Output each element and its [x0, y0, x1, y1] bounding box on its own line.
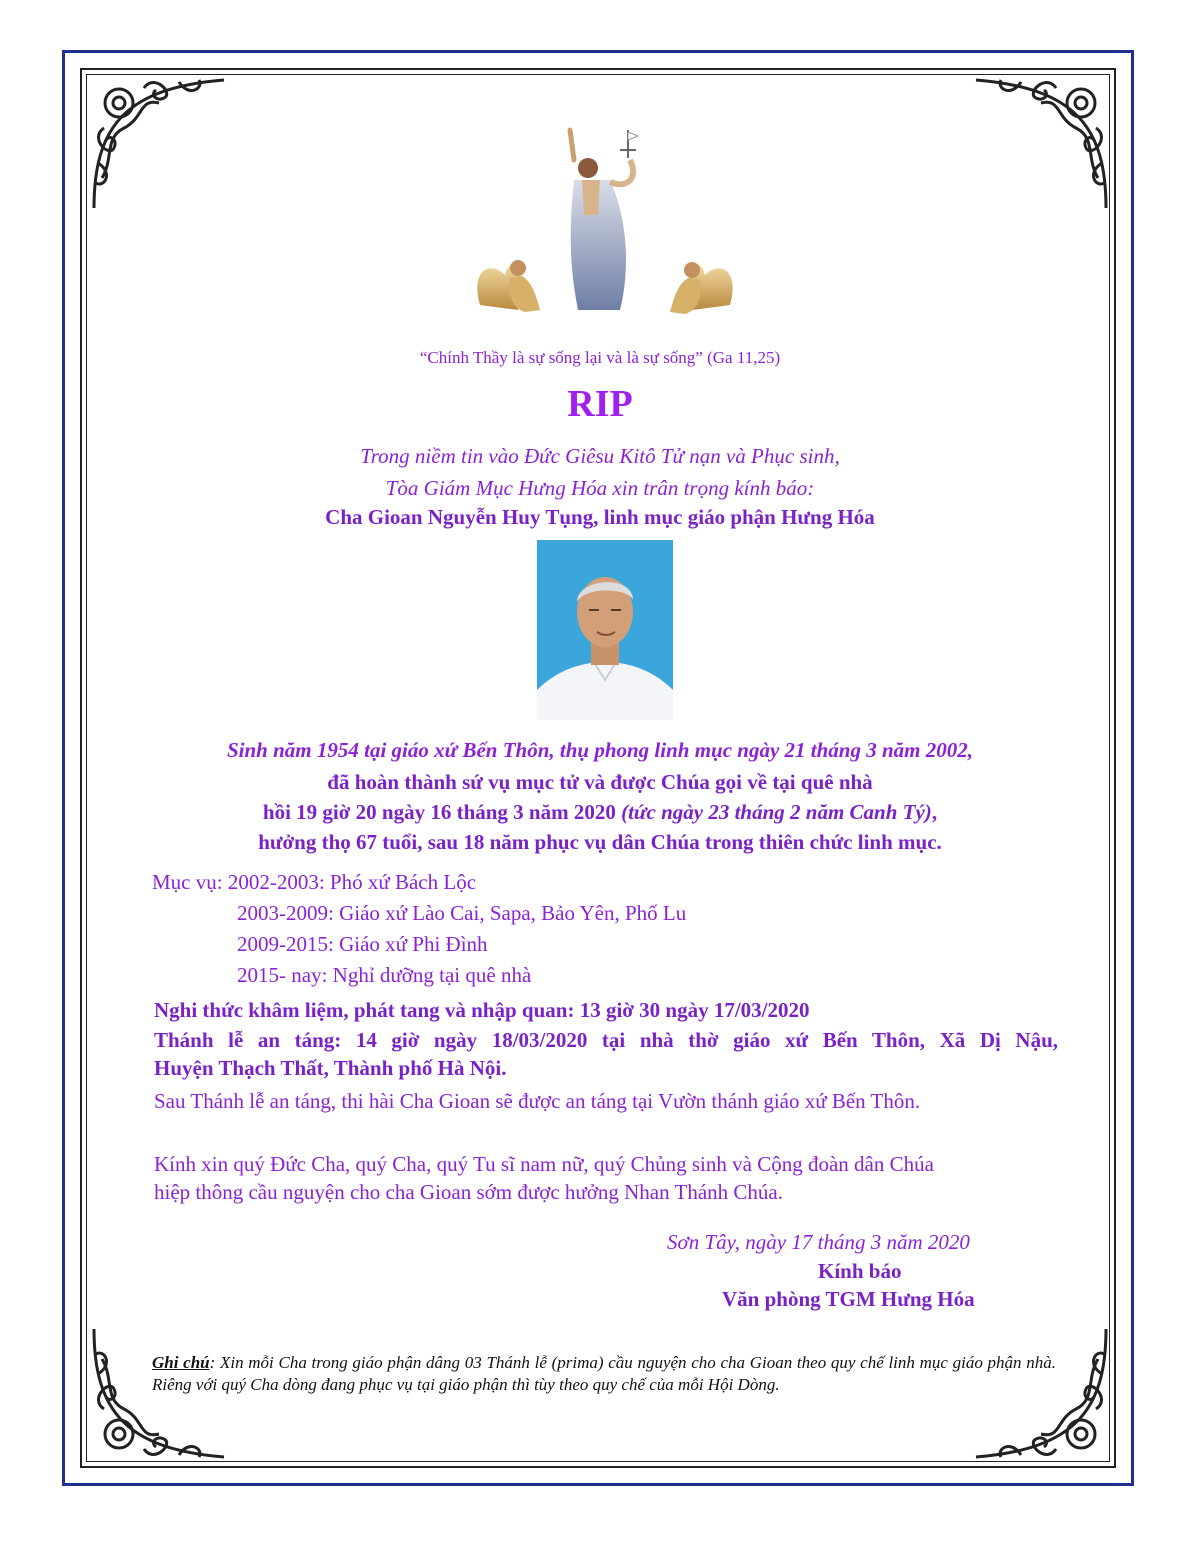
rites-line-1: Nghi thức khâm liệm, phát tang và nhập quan: 13 giờ 30 ngày 17/03/2020: [154, 998, 810, 1022]
bio-line-4: hưởng thọ 67 tuổi, sau 18 năm phục vụ dân Chúa trong thiên chức linh mục.: [258, 830, 942, 854]
priest-name: Cha Gioan Nguyễn Huy Tụng, linh mục giáo phận Hưng Hóa: [325, 505, 875, 529]
rip-heading: RIP: [567, 383, 633, 425]
footnote-text: : Xin mỗi Cha trong giáo phận dâng 03 Thánh lễ (prima) cầu nguyện cho cha Gioan theo quy chế linh mục giáo phận nhà. Riêng với quý Cha dòng đang phục vụ tại giáo phận thì tùy theo quy chế của mỗi Hội Dòng.: [152, 1353, 1056, 1394]
ministry-item: 2009-2015: Giáo xứ Phi Đình: [237, 932, 488, 956]
bio-line-3-part-a: hồi 19 giờ 20 ngày 16 tháng 3 năm 2020: [262, 800, 622, 824]
place-date: Sơn Tây, ngày 17 tháng 3 năm 2020: [667, 1230, 970, 1254]
footnote-label: Ghi chú: [152, 1353, 210, 1372]
bio-line-3-lunar: (tức ngày 23 tháng 2 năm Canh Tý): [621, 800, 932, 824]
bio-line-3: [0, 800, 1200, 825]
intro-line-1: Trong niềm tin vào Đức Giêsu Kitô Tử nạn và Phục sinh,: [360, 444, 840, 468]
ministry-item: Mục vụ: 2002-2003: Phó xứ Bách Lộc: [152, 870, 477, 894]
ministry-label: Mục vụ:: [152, 870, 228, 894]
resurrection-illustration: [470, 120, 740, 325]
footnote: [152, 1352, 1056, 1396]
bio-line-2: đã hoàn thành sứ vụ mục tử và được Chúa gọi về tại quê nhà: [327, 770, 873, 794]
ministry-item: 2015- nay: Nghỉ dưỡng tại quê nhà: [237, 963, 532, 987]
corner-ornament-top-left: [84, 68, 234, 218]
rites-line-3: Huyện Thạch Thất, Thành phố Hà Nội.: [154, 1056, 507, 1080]
bio-line-3-part-c: ,: [931, 800, 938, 824]
ministry-list: [152, 867, 686, 991]
issuing-office: Văn phòng TGM Hưng Hóa: [722, 1287, 975, 1311]
prayer-request-line-2: hiệp thông cầu nguyện cho cha Gioan sớm được hưởng Nhan Thánh Chúa.: [154, 1180, 783, 1204]
bio-line-1: Sinh năm 1954 tại giáo xứ Bến Thôn, thụ phong linh mục ngày 21 tháng 3 năm 2002,: [226, 738, 974, 762]
rites-line-2: Thánh lễ an táng: 14 giờ ngày 18/03/2020 tại nhà thờ giáo xứ Bến Thôn, Xã Dị Nậu,: [154, 1028, 1058, 1052]
kinh-bao: Kính báo: [818, 1259, 902, 1283]
corner-ornament-top-right: [966, 68, 1116, 218]
ministry-item: 2003-2009: Giáo xứ Lào Cai, Sapa, Bảo Yên, Phố Lu: [237, 901, 687, 925]
burial-info: Sau Thánh lễ an táng, thi hài Cha Gioan sẽ được an táng tại Vườn thánh giáo xứ Bến Thôn.: [154, 1089, 921, 1113]
scripture-quote: “Chính Thầy là sự sống lại và là sự sống” (Ga 11,25): [419, 348, 781, 367]
prayer-request: [154, 1150, 1058, 1206]
prayer-request-line-1: Kính xin quý Đức Cha, quý Cha, quý Tu sĩ nam nữ, quý Chủng sinh và Cộng đoàn dân Chúa: [154, 1152, 934, 1176]
priest-portrait: [537, 540, 673, 720]
intro-line-2: Tòa Giám Mục Hưng Hóa xin trân trọng kính báo:: [385, 476, 815, 500]
